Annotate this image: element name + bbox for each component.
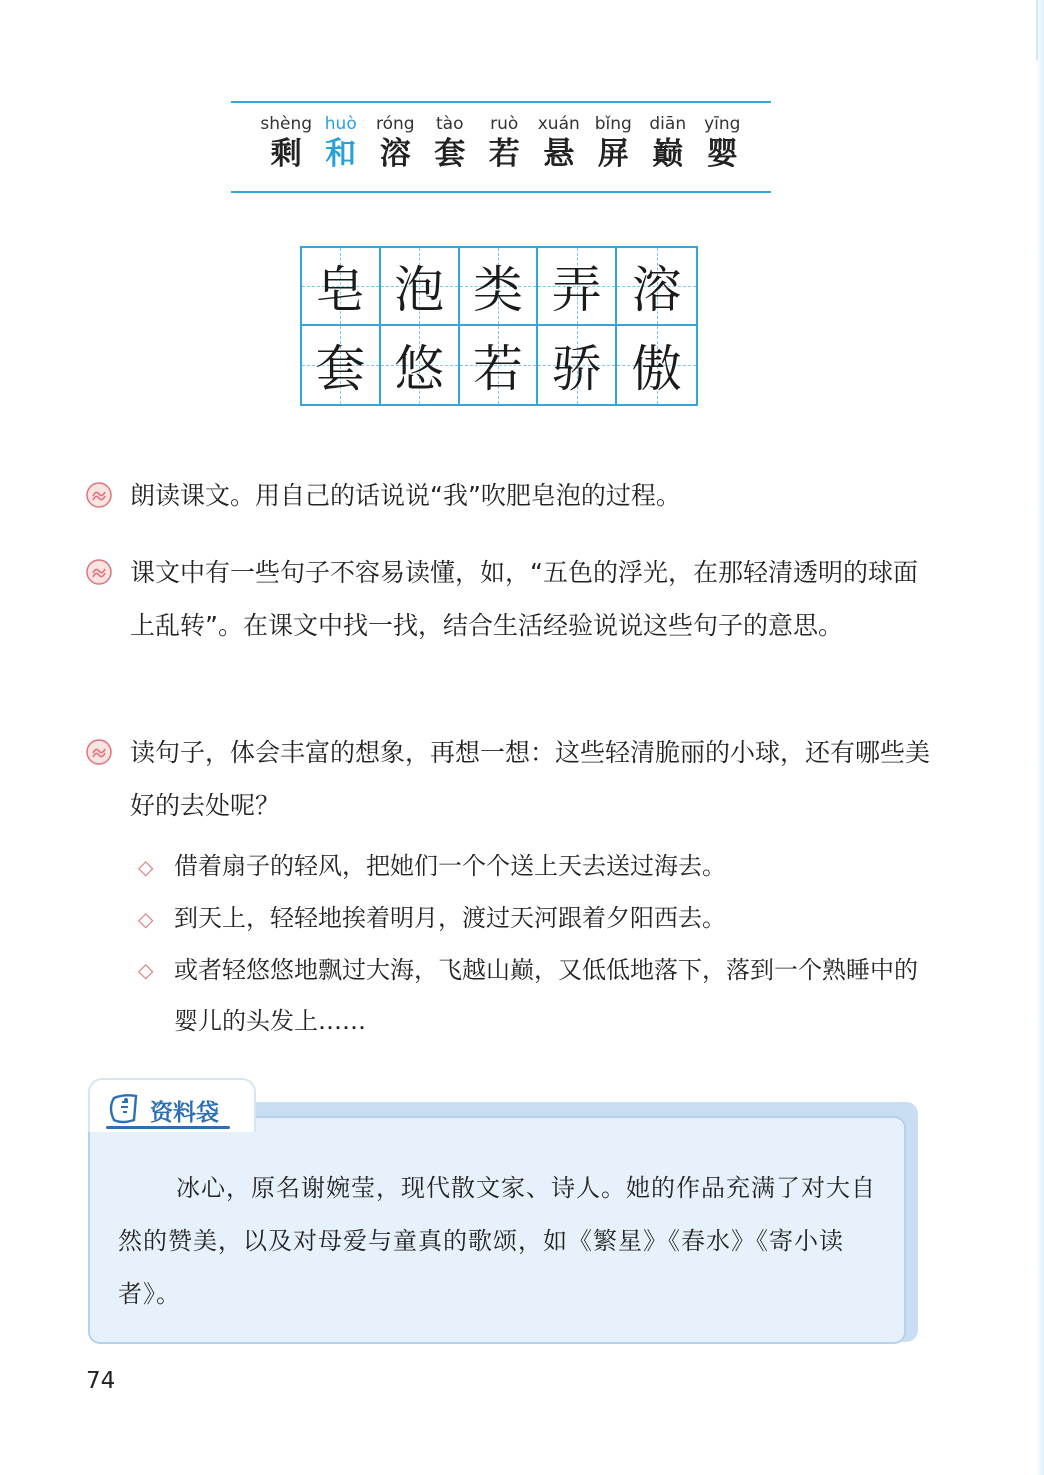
exercise-3: 读句子，体会丰富的想象，再想一想：这些轻清脆丽的小球，还有哪些美好的去处呢？: [130, 738, 931, 820]
grid-cell: [617, 326, 696, 404]
exercise-bullet-icon: [86, 482, 112, 508]
pinyin: bǐng: [594, 114, 632, 134]
pinyin: diān: [649, 114, 687, 134]
hanzi: 若: [488, 136, 520, 172]
hanzi: 溶: [379, 136, 411, 172]
grid-cell: [302, 326, 381, 404]
character-item: [423, 113, 478, 173]
hanzi: 屏: [597, 136, 629, 172]
grid-cell: [538, 248, 617, 326]
character-item: [477, 113, 532, 173]
grid-character: 泡: [394, 261, 445, 319]
pinyin: ruò: [490, 114, 519, 134]
hanzi: 巅: [652, 136, 684, 172]
pinyin: shèng: [260, 114, 313, 134]
hanzi: 悬: [543, 136, 575, 172]
pinyin: tào: [436, 114, 464, 134]
diamond-bullet-icon: ◇: [138, 907, 154, 931]
character-item: [532, 113, 587, 173]
exercise-2: 课文中有一些句子不容易读懂，如，“五色的浮光，在那轻清透明的球面上乱转”。在课文中找一找，结合生活经验说说这些句子的意思。: [130, 558, 918, 640]
grid-character: 骄: [551, 340, 602, 398]
example-sentence: [138, 893, 928, 945]
grid-cell: [460, 248, 539, 326]
new-characters-band: [231, 101, 771, 193]
grid-cell: [460, 326, 539, 404]
example-sentence: [138, 841, 928, 893]
grid-character: 傲: [631, 340, 682, 398]
character-item: [259, 113, 314, 173]
info-bag-text: 冰心，原名谢婉莹，现代散文家、诗人。她的作品充满了对大自然的赞美，以及对母爱与童真的歌颂，如《繁星》《春水》《寄小读者》。: [118, 1174, 876, 1308]
hanzi: 婴: [706, 136, 738, 172]
info-bag-title: 资料袋: [150, 1100, 219, 1126]
sentence-text: 借着扇子的轻风，把她们一个个送上天去送过海去。: [174, 852, 726, 880]
character-item: [641, 113, 696, 173]
grid-character: 皂: [315, 261, 366, 319]
grid-cell: [302, 248, 381, 326]
pinyin: xuán: [537, 114, 580, 134]
pinyin: róng: [375, 114, 415, 134]
character-item: [586, 113, 641, 173]
character-row: [259, 113, 750, 173]
grid-character: 套: [315, 340, 366, 398]
character-item: [368, 113, 423, 173]
exercise-1: 朗读课文。用自己的话说说“我”吹肥皂泡的过程。: [130, 481, 681, 510]
writing-grid: [300, 246, 698, 406]
sentence-text: 或者轻悠悠地飘过大海，飞越山巅，又低低地落下，落到一个熟睡中的婴儿的头发上……: [174, 956, 918, 1035]
book-icon: [106, 1092, 146, 1128]
hanzi: 套: [434, 136, 466, 172]
grid-character: 类: [472, 261, 523, 319]
grid-cell: [538, 326, 617, 404]
page-number: 74: [86, 1368, 116, 1394]
exercise-bullet-icon: [86, 559, 112, 585]
grid-character: 弄: [551, 261, 602, 319]
grid-cell: [381, 248, 460, 326]
example-sentence: [138, 945, 928, 1047]
diamond-bullet-icon: ◇: [138, 855, 154, 879]
page-edge-decoration: [1036, 0, 1044, 1475]
character-item-highlighted: [314, 113, 369, 173]
sentence-text: 到天上，轻轻地挨着明月，渡过天河跟着夕阳西去。: [174, 904, 726, 932]
exercise-bullet-icon: [86, 739, 112, 765]
hanzi: 剩: [270, 136, 302, 172]
character-item: [695, 113, 750, 173]
grid-character: 若: [472, 340, 523, 398]
hanzi: 和: [325, 136, 357, 172]
grid-cell: [381, 326, 460, 404]
diamond-bullet-icon: ◇: [138, 958, 154, 982]
info-bag-underline: [106, 1126, 230, 1129]
grid-character: 溶: [631, 261, 682, 319]
pinyin: yīng: [704, 114, 741, 134]
grid-character: 悠: [394, 340, 445, 398]
grid-cell: [617, 248, 696, 326]
pinyin: huò: [324, 114, 357, 134]
